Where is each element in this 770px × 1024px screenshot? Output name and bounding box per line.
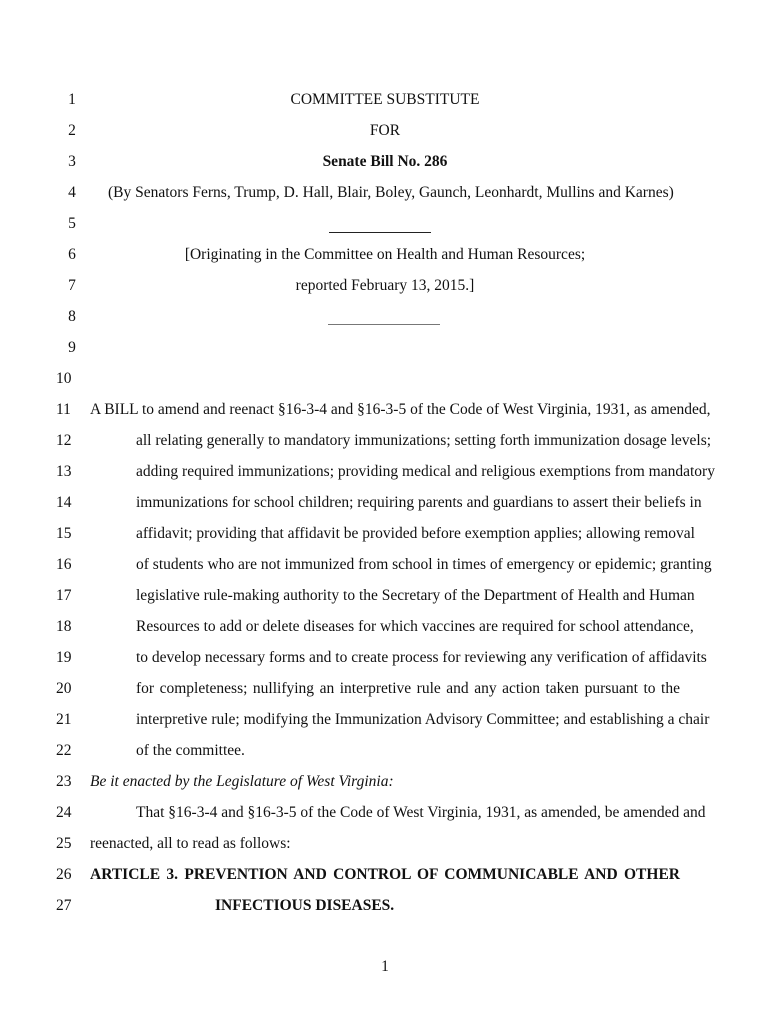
line-number: 4 (68, 184, 76, 201)
line-7 (0, 270, 770, 301)
line-21 (0, 704, 770, 735)
origin-note: [Originating in the Committee on Health and Human Resources; (184, 246, 586, 263)
line-14 (0, 487, 770, 518)
line-11 (0, 394, 770, 425)
bill-number: Senate Bill No. 286 (322, 153, 448, 170)
line-number: 20 (56, 680, 72, 697)
line-number: 5 (68, 215, 76, 232)
line-12 (0, 425, 770, 456)
enacting-clause: Be it enacted by the Legislature of West Virginia: (90, 773, 394, 790)
article-heading-continued: INFECTIOUS DISEASES. (215, 897, 395, 914)
title-text-line: Resources to add or delete diseases for which vaccines are required for school attendance, (136, 618, 694, 635)
line-13 (0, 456, 770, 487)
line-number: 6 (68, 246, 76, 263)
line-number: 8 (68, 308, 76, 325)
line-1 (0, 84, 770, 115)
title-text-line: affidavit; providing that affidavit be provided before exemption applies; allowing removal (136, 525, 695, 542)
line-18 (0, 611, 770, 642)
line-16 (0, 549, 770, 580)
line-10 (0, 363, 770, 394)
article-heading: ARTICLE 3. PREVENTION AND CONTROL OF COMMUNICABLE AND OTHER (90, 866, 680, 883)
line-5 (0, 208, 770, 239)
line-number: 17 (56, 587, 72, 604)
document-title: COMMITTEE SUBSTITUTE (290, 91, 480, 108)
title-text-line: of students who are not immunized from school in times of emergency or epidemic; granting (136, 556, 712, 573)
title-text-line: all relating generally to mandatory immunizations; setting forth immunization dosage levels; (136, 432, 712, 449)
line-number: 16 (56, 556, 72, 573)
page-number: 1 (381, 958, 389, 975)
line-3 (0, 146, 770, 177)
title-text-line: interpretive rule; modifying the Immunization Advisory Committee; and establishing a chair (136, 711, 710, 728)
reported-date: reported February 13, 2015.] (295, 277, 475, 294)
line-number: 2 (68, 122, 76, 139)
line-number: 11 (56, 401, 71, 418)
line-19 (0, 642, 770, 673)
title-text-line: legislative rule-making authority to the Secretary of the Department of Health and Human (136, 587, 695, 604)
line-number: 21 (56, 711, 72, 728)
line-number: 25 (56, 835, 72, 852)
line-number: 26 (56, 866, 72, 883)
amend-text-line: That §16-3-4 and §16-3-5 of the Code of West Virginia, 1931, as amended, be amended and (136, 804, 706, 821)
line-number: 18 (56, 618, 72, 635)
line-20 (0, 673, 770, 704)
line-number: 19 (56, 649, 72, 666)
line-25 (0, 828, 770, 859)
line-23 (0, 766, 770, 797)
line-4 (0, 177, 770, 208)
separator-rule (329, 232, 431, 233)
line-number: 1 (68, 91, 76, 108)
line-number: 3 (68, 153, 76, 170)
line-number: 9 (68, 339, 76, 356)
line-number: 24 (56, 804, 72, 821)
title-text-line: for completeness; nullifying an interpretive rule and any action taken pursuant to the (136, 680, 680, 697)
line-number: 7 (68, 277, 76, 294)
title-text-line: to develop necessary forms and to create process for reviewing any verification of affidavits (136, 649, 707, 666)
line-26 (0, 859, 770, 890)
title-text-line: immunizations for school children; requiring parents and guardians to assert their beliefs in (136, 494, 702, 511)
line-15 (0, 518, 770, 549)
line-6 (0, 239, 770, 270)
line-number: 27 (56, 897, 72, 914)
line-9 (0, 332, 770, 363)
title-text-line: of the committee. (136, 742, 245, 759)
line-27 (0, 890, 770, 921)
line-number: 13 (56, 463, 72, 480)
line-number: 14 (56, 494, 72, 511)
line-2 (0, 115, 770, 146)
line-number: 23 (56, 773, 72, 790)
for-label: FOR (369, 122, 401, 139)
line-number: 10 (56, 370, 72, 387)
line-22 (0, 735, 770, 766)
line-17 (0, 580, 770, 611)
title-text-line: adding required immunizations; providing medical and religious exemptions from mandatory (136, 463, 715, 480)
line-8 (0, 301, 770, 332)
line-number: 22 (56, 742, 72, 759)
title-text-line: A BILL to amend and reenact §16-3-4 and §16-3-5 of the Code of West Virginia, 1931, as amended, (90, 401, 711, 418)
amend-text-line: reenacted, all to read as follows: (90, 835, 291, 852)
sponsors: (By Senators Ferns, Trump, D. Hall, Blair, Boley, Gaunch, Leonhardt, Mullins and Karnes) (108, 184, 674, 201)
line-24 (0, 797, 770, 828)
line-number: 15 (56, 525, 72, 542)
separator-rule (328, 324, 440, 325)
line-number: 12 (56, 432, 72, 449)
